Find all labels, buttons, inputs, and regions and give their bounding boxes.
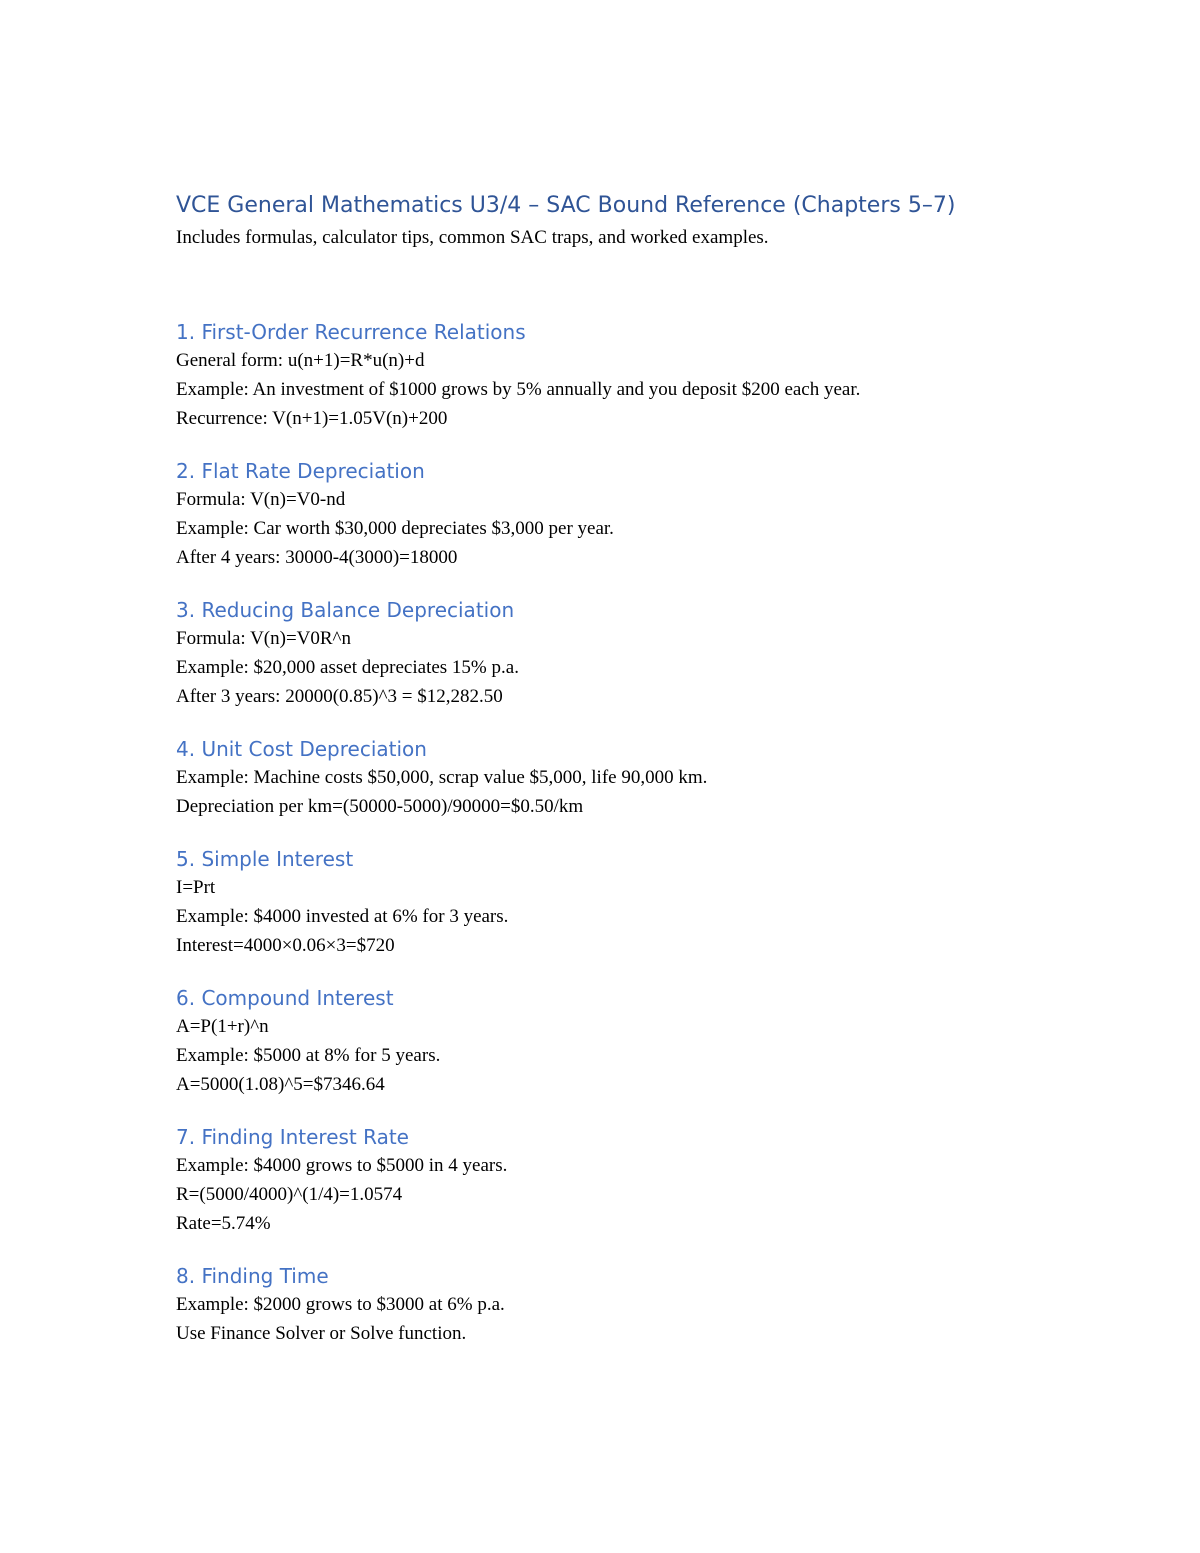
section-line: Rate=5.74% xyxy=(176,1213,271,1234)
section-line: General form: u(n+1)=R*u(n)+d xyxy=(176,350,425,371)
section-flat-rate-depreciation xyxy=(176,457,1076,572)
section-line: Recurrence: V(n+1)=1.05V(n)+200 xyxy=(176,408,448,429)
section-line: Example: $20,000 asset depreciates 15% p.a. xyxy=(176,657,519,678)
section-line: Formula: V(n)=V0-nd xyxy=(176,489,346,510)
section-line: After 4 years: 30000-4(3000)=18000 xyxy=(176,547,458,568)
section-heading: 5. Simple Interest xyxy=(176,847,354,871)
section-line: A=P(1+r)^n xyxy=(176,1016,269,1037)
section-line: Example: $4000 grows to $5000 in 4 years. xyxy=(176,1155,508,1176)
section-heading: 4. Unit Cost Depreciation xyxy=(176,737,427,761)
document-page xyxy=(176,190,1076,1348)
section-finding-interest-rate xyxy=(176,1123,1076,1238)
section-heading: 8. Finding Time xyxy=(176,1264,329,1288)
section-line: Example: $5000 at 8% for 5 years. xyxy=(176,1045,441,1066)
section-heading: 7. Finding Interest Rate xyxy=(176,1125,409,1149)
section-reducing-balance-depreciation xyxy=(176,596,1076,711)
section-line: Example: An investment of $1000 grows by 5% annually and you deposit $200 each year. xyxy=(176,379,861,400)
section-line: Formula: V(n)=V0R^n xyxy=(176,628,351,649)
section-line: I=Prt xyxy=(176,877,216,898)
section-heading: 6. Compound Interest xyxy=(176,986,394,1010)
section-heading: 1. First-Order Recurrence Relations xyxy=(176,320,526,344)
section-heading: 2. Flat Rate Depreciation xyxy=(176,459,425,483)
section-line: After 3 years: 20000(0.85)^3 = $12,282.50 xyxy=(176,686,503,707)
section-line: R=(5000/4000)^(1/4)=1.0574 xyxy=(176,1184,403,1205)
section-line: A=5000(1.08)^5=$7346.64 xyxy=(176,1074,385,1095)
section-line: Example: Car worth $30,000 depreciates $3,000 per year. xyxy=(176,518,614,539)
section-line: Use Finance Solver or Solve function. xyxy=(176,1323,467,1344)
section-simple-interest xyxy=(176,845,1076,960)
section-line: Example: $4000 invested at 6% for 3 years. xyxy=(176,906,509,927)
document-title: VCE General Mathematics U3/4 – SAC Bound Reference (Chapters 5–7) xyxy=(176,193,956,218)
section-line: Example: $2000 grows to $3000 at 6% p.a. xyxy=(176,1294,505,1315)
section-unit-cost-depreciation xyxy=(176,735,1076,821)
section-line: Example: Machine costs $50,000, scrap value $5,000, life 90,000 km. xyxy=(176,767,708,788)
section-line: Depreciation per km=(50000-5000)/90000=$0.50/km xyxy=(176,796,584,817)
section-compound-interest xyxy=(176,984,1076,1099)
section-first-order-recurrence xyxy=(176,318,1076,433)
section-finding-time xyxy=(176,1262,1076,1348)
section-heading: 3. Reducing Balance Depreciation xyxy=(176,598,515,622)
section-line: Interest=4000×0.06×3=$720 xyxy=(176,935,395,956)
document-subtitle: Includes formulas, calculator tips, common SAC traps, and worked examples. xyxy=(176,227,769,248)
